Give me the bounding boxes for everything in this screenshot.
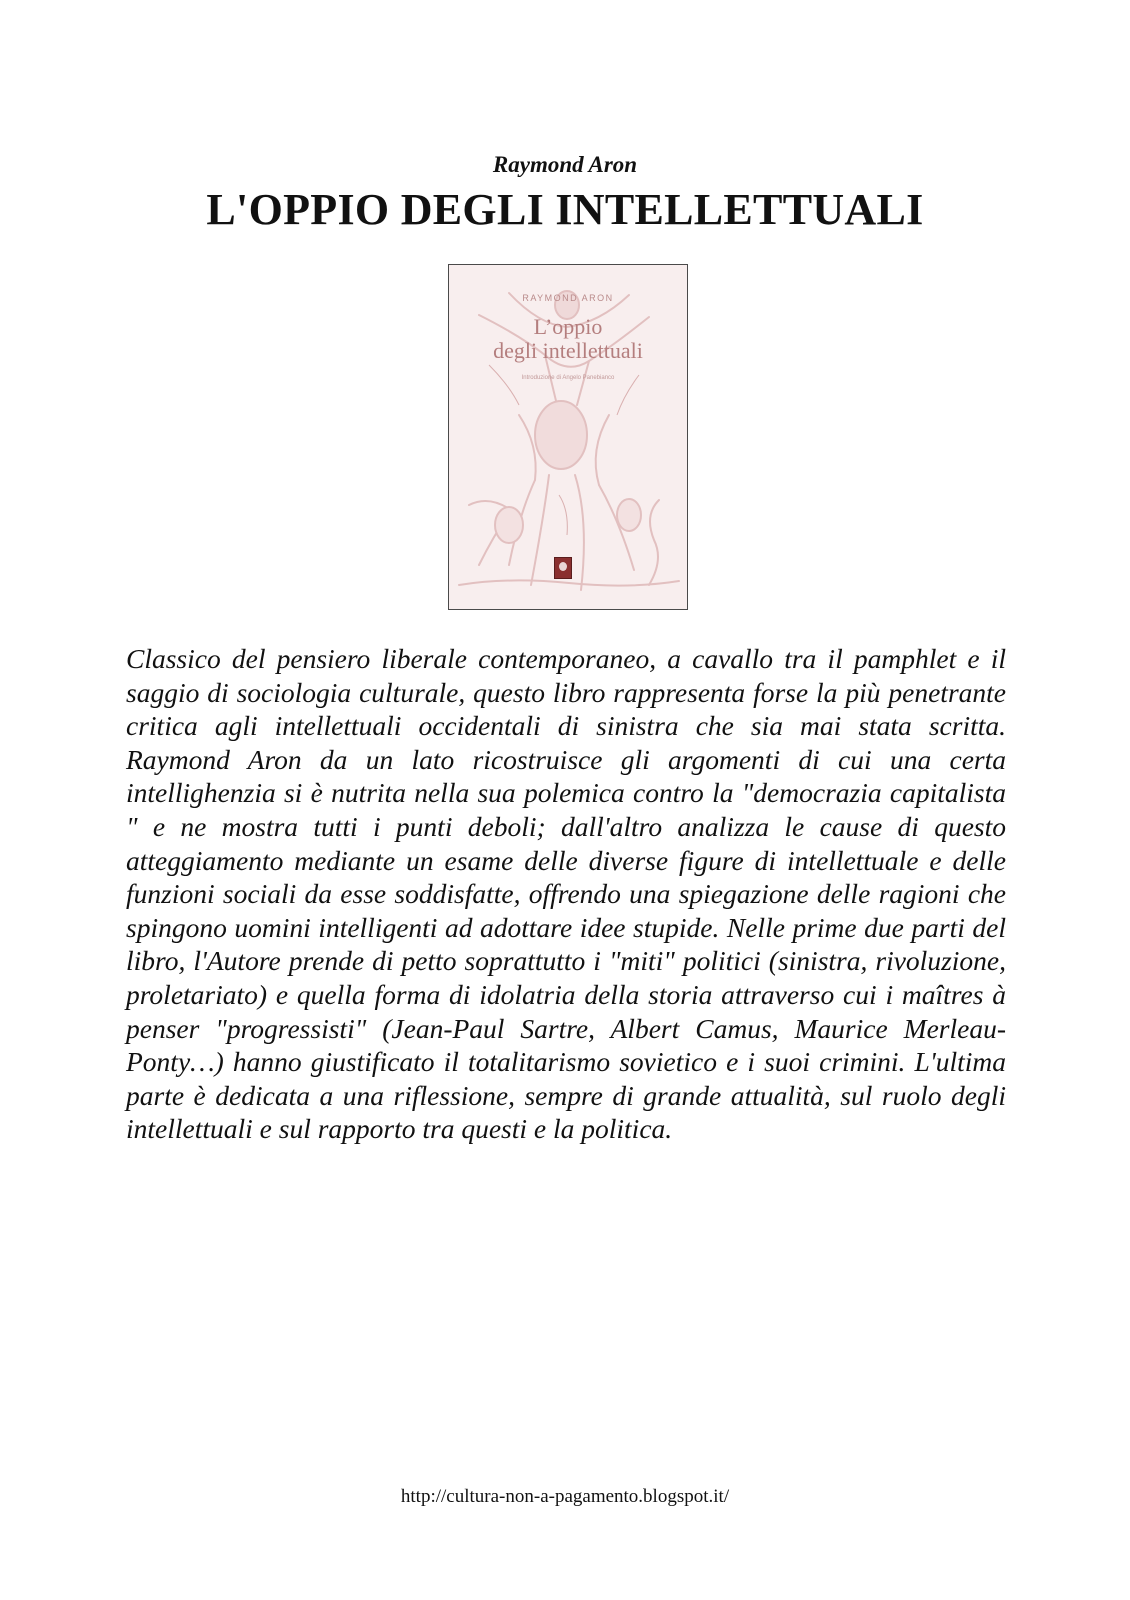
book-cover-image	[448, 264, 688, 610]
cover-title-line-1: L’oppio	[533, 314, 603, 339]
cover-title	[449, 315, 687, 363]
footer-url: http://cultura-non-a-pagamento.blogspot.it/	[400, 1486, 730, 1507]
publisher-logo-icon	[554, 557, 572, 579]
book-title: L'OPPIO DEGLI INTELLETTUALI	[206, 185, 924, 234]
book-description: Classico del pensiero liberale contemporaneo, a cavallo tra il pamphlet e il saggio di sociologia culturale, questo libro rappresenta forse la più penetrante critica agli intellettuali occidentali di sinistra che sia mai stata scritta. Raymond Aron da un lato ricostruisce gli argomenti di cui una certa intellighenzia si è nutrita nella sua polemica contro la "democrazia capitalista " e ne mostra tutti i punti deboli; dall'altro analizza le cause di questo atteggiamento mediante un esame delle diverse figure di intellettuale e delle funzioni sociali da esse soddisfatte, offrendo una spiegazione delle ragioni che spingono uomini intelligenti ad adottare idee stupide. Nelle prime due parti del libro, l'Autore prende di petto soprattutto i "miti" politici (sinistra, rivoluzione, proletariato) e quella forma di idolatria della storia attraverso cui i maîtres à penser "progressisti" (Jean-Paul Sartre, Albert Camus, Maurice Merleau-Ponty…) hanno giustificato il totalitarismo sovietico e i suoi crimini. L'ultima parte è dedicata a una riflessione, sempre di grande attualità, sul ruolo degli intellettuali e sul rapporto tra questi e la politica.	[126, 643, 1006, 1145]
cover-title-line-2: degli intellettuali	[493, 338, 643, 363]
cover-author: RAYMOND ARON	[522, 293, 614, 303]
cover-subtitle: Introduzione di Angelo Panebianco	[521, 375, 615, 381]
author-name: Raymond Aron	[492, 152, 638, 177]
